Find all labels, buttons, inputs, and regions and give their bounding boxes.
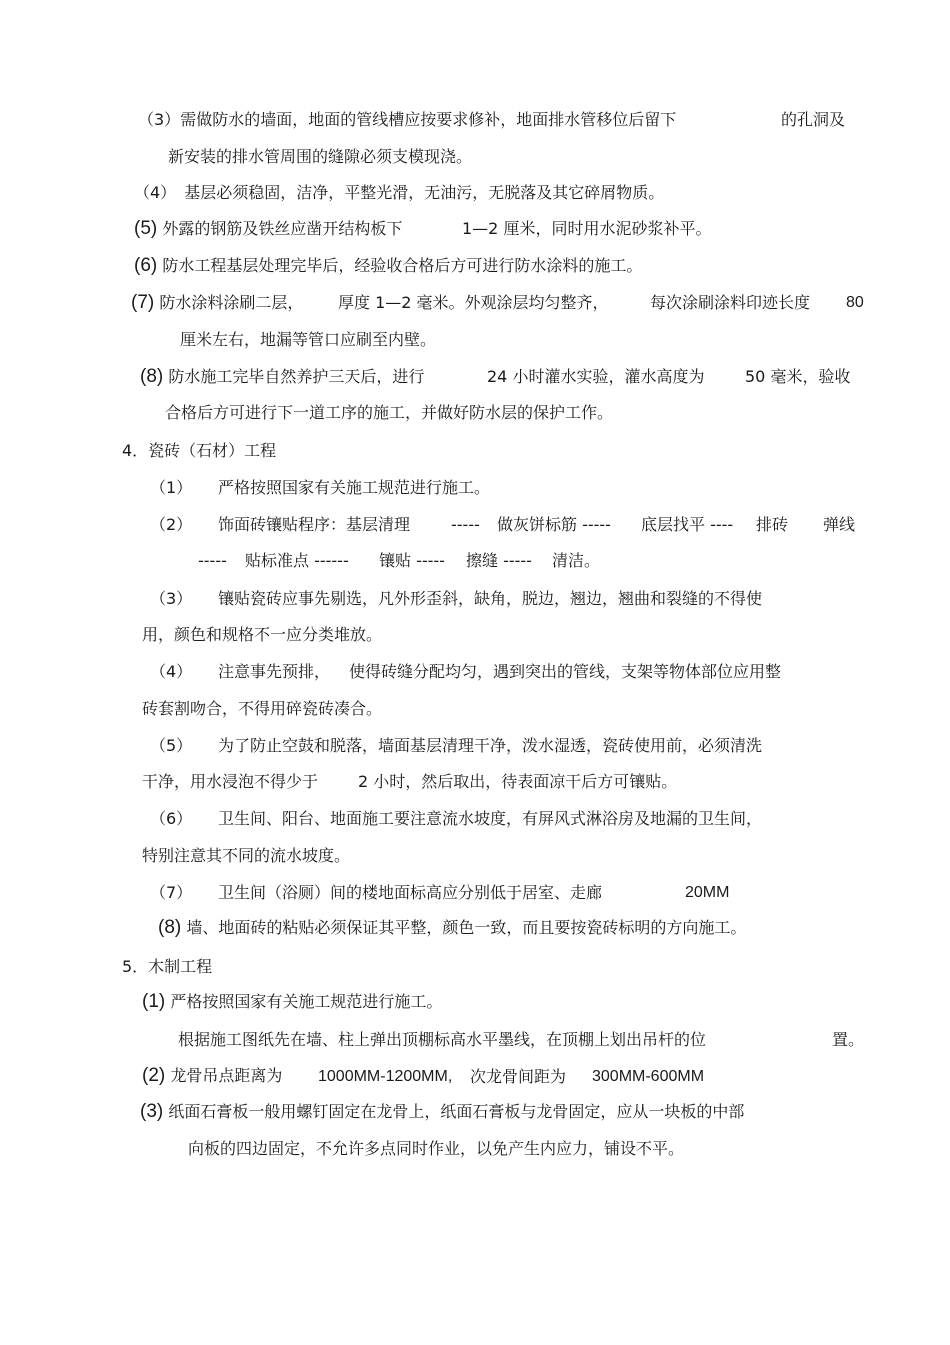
item-4-2-step2-2: 镶贴 ----- (379, 551, 445, 570)
item-text-a: 防水涂料涂刷二层， (159, 293, 304, 312)
item-text-a: 防水施工完毕自然养护三天后，进行 (168, 367, 425, 386)
item-4-6-line1: 卫生间、阳台、地面施工要注意流水坡度，有屏风式淋浴房及地漏的卫生间， (218, 809, 763, 828)
item-4-2-step-5: 弹线 (823, 515, 856, 534)
item-5-1 (142, 991, 442, 1013)
item-text: 纸面石膏板一般用螺钉固定在龙骨上，纸面石膏板与龙骨固定，应从一块板的中部 (168, 1102, 745, 1121)
item-number: (3) (140, 1101, 164, 1122)
item-4-6-num: （6） (150, 809, 193, 828)
item-3-3-line1 (138, 109, 676, 131)
item-4-4-num: （4） (150, 662, 193, 681)
item-4-4-line1-a: 注意事先预排， (218, 662, 331, 681)
item-4-2-step2-4: 清洁。 (552, 551, 601, 570)
item-number: (6) (134, 255, 158, 276)
item-4-5-num: （5） (150, 736, 193, 755)
item-number: （4） (134, 183, 177, 202)
section-5-heading: 5．木制工程 (122, 957, 213, 976)
item-4-3-line2: 用，颜色和规格不一应分类堆放。 (142, 625, 383, 644)
item-3-8-b: 24 小时灌水实验，灌水高度为 (487, 367, 705, 386)
item-4-7-num: （7） (150, 883, 193, 902)
item-3-7-c: 每次涂刷涂料印迹长度 (650, 293, 811, 312)
item-3-7-d: 80 (846, 294, 864, 311)
item-4-6-line2: 特别注意其不同的流水坡度。 (142, 846, 351, 865)
item-4-3-num: （3） (150, 589, 193, 608)
item-text-a: 外露的钢筋及铁丝应凿开结构板下 (162, 219, 403, 238)
item-4-5-line2-a: 干净，用水浸泡不得少于 (142, 772, 319, 791)
item-5-2 (142, 1065, 282, 1087)
item-4-2-step-0: 饰面砖镶贴程序：基层清理 (218, 515, 411, 534)
item-4-4-line2: 砖套割吻合，不得用碎瓷砖凑合。 (142, 699, 383, 718)
item-number: (8) (158, 917, 182, 938)
item-text: 严格按照国家有关施工规范进行施工。 (170, 992, 443, 1011)
item-3-8 (140, 366, 424, 388)
item-3-4 (134, 182, 664, 204)
item-4-1-text: 严格按照国家有关施工规范进行施工。 (218, 478, 491, 497)
item-3-7 (131, 292, 303, 314)
item-3-7-line2: 厘米左右，地漏等管口应刷至内壁。 (180, 330, 437, 349)
item-5-3 (140, 1101, 744, 1123)
item-4-1-num: （1） (150, 478, 193, 497)
item-number: (2) (142, 1065, 166, 1086)
item-text: 墙、地面砖的粘贴必须保证其平整，颜色一致，而且要按瓷砖标明的方向施工。 (186, 918, 747, 937)
section-4-heading: 4．瓷砖（石材）工程 (122, 441, 277, 460)
item-5-3-line2: 向板的四边固定，不允许多点同时作业，以免产生内应力，铺设不平。 (188, 1139, 685, 1158)
item-4-4-line1-b: 使得砖缝分配均匀，遇到突出的管线，支架等物体部位应用整 (349, 662, 782, 681)
item-text: 防水工程基层处理完毕后，经验收合格后方可进行防水涂料的施工。 (162, 256, 643, 275)
item-text: 基层必须稳固，洁净，平整光滑，无油污，无脱落及其它碎屑物质。 (184, 183, 665, 202)
item-4-2-step2-3: 擦缝 ----- (466, 551, 532, 570)
item-3-5-b: 1—2 厘米，同时用水泥砂浆补平。 (462, 219, 712, 238)
item-4-5-line1: 为了防止空鼓和脱落，墙面基层清理干净，泼水湿透，瓷砖使用前，必须清洗 (218, 736, 763, 755)
item-number: （3） (138, 110, 181, 129)
item-5-2-b: 1000MM-1200MM, (318, 1068, 453, 1085)
item-number: (1) (142, 991, 166, 1012)
item-4-2-step-4: 排砖 (756, 515, 789, 534)
item-4-7-text: 卫生间（浴厕）间的楼地面标高应分别低于居室、走廊 (218, 883, 603, 902)
item-5-2-c: 次龙骨间距为 (470, 1067, 567, 1086)
item-3-5 (134, 218, 402, 240)
item-3-8-c: 50 毫米，验收 (745, 367, 851, 386)
item-4-2-num: （2） (150, 515, 193, 534)
item-4-5-line2-b: 2 小时，然后取出，待表面凉干后方可镶贴。 (358, 772, 678, 791)
item-4-7-value: 20MM (685, 884, 730, 901)
item-3-6 (134, 255, 642, 277)
item-5-1-line2-a: 根据施工图纸先在墙、柱上弹出顶棚标高水平墨线，在顶棚上划出吊杆的位 (178, 1030, 707, 1049)
item-3-7-b: 厚度 1—2 毫米。外观涂层均匀整齐， (338, 293, 609, 312)
item-5-1-line2-b: 置。 (832, 1030, 865, 1049)
item-number: (7) (131, 292, 155, 313)
item-4-2-step2-1: 贴标准点 ------ (245, 551, 349, 570)
item-4-2-step-3: 底层找平 ---- (641, 515, 734, 534)
item-4-3-line1: 镶贴瓷砖应事先剔选，凡外形歪斜，缺角，脱边，翘边，翘曲和裂缝的不得使 (218, 589, 763, 608)
item-3-3-line1-tail: 的孔洞及 (781, 110, 846, 129)
item-3-3-line2: 新安装的排水管周围的缝隙必须支模现浇。 (168, 147, 473, 166)
item-text: 需做防水的墙面，地面的管线槽应按要求修补，地面排水管移位后留下 (180, 110, 677, 129)
item-4-2-step-2: 做灰饼标筋 ----- (497, 515, 611, 534)
item-number: (8) (140, 366, 164, 387)
item-4-2-step-1: ----- (451, 515, 480, 534)
item-number: (5) (134, 218, 158, 239)
item-5-2-d: 300MM-600MM (592, 1068, 705, 1085)
item-3-8-line2: 合格后方可进行下一道工序的施工，并做好防水层的保护工作。 (165, 403, 614, 422)
item-4-2-step2-0: ----- (198, 551, 227, 570)
item-4-8 (158, 917, 746, 939)
item-text-a: 龙骨吊点距离为 (170, 1066, 283, 1085)
